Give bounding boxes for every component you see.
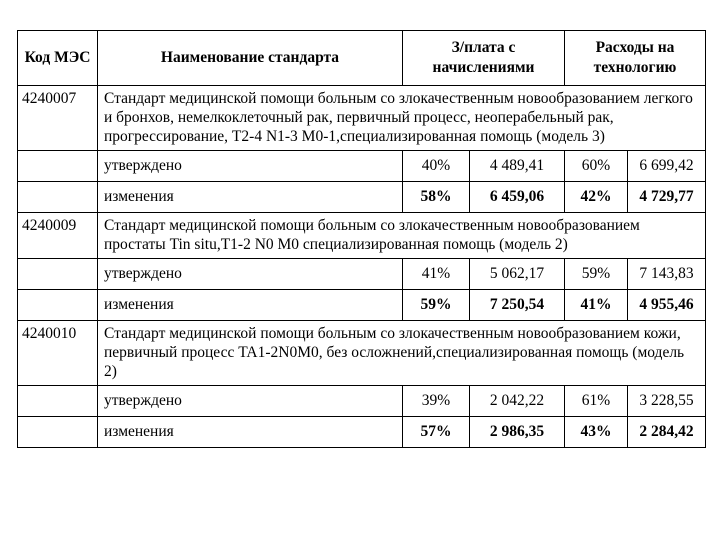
tech-pct: 42% [565,182,628,213]
salary-value: 5 062,17 [470,259,565,290]
mes-code: 4240007 [18,86,98,151]
changes-row [18,290,706,321]
changes-label: изменения [98,417,403,448]
changes-row [18,417,706,448]
standard-row [18,213,706,259]
salary-value: 2 042,22 [470,386,565,417]
changes-label: изменения [98,290,403,321]
standard-name: Стандарт медицинской помощи больным со злокачественным новообразованием кожи, первичный процесс TA1-2N0M0, без осложнений,специализированная помощь (модель 2) [98,321,706,386]
salary-pct: 57% [403,417,470,448]
tech-value: 4 955,46 [628,290,706,321]
salary-value: 2 986,35 [470,417,565,448]
tech-value: 2 284,42 [628,417,706,448]
tech-pct: 43% [565,417,628,448]
tech-value: 6 699,42 [628,151,706,182]
header-row [18,31,706,86]
salary-value: 6 459,06 [470,182,565,213]
salary-value: 4 489,41 [470,151,565,182]
approved-row [18,259,706,290]
salary-value: 7 250,54 [470,290,565,321]
salary-pct: 58% [403,182,470,213]
tech-pct: 60% [565,151,628,182]
standard-name: Стандарт медицинской помощи больным со злокачественным новообразованием легкого и бронхов, немелкоклеточный рак, первичный процесс, неоперабельный рак, прогрессирование, T2-4 N1-3 M0-1,специализированная помощь (модель 3) [98,86,706,151]
changes-label: изменения [98,182,403,213]
tech-value: 4 729,77 [628,182,706,213]
tech-pct: 61% [565,386,628,417]
approved-label: утверждено [98,151,403,182]
tech-pct: 59% [565,259,628,290]
approved-label: утверждено [98,386,403,417]
salary-pct: 39% [403,386,470,417]
header-name: Наименование стандарта [98,31,403,86]
header-tech: Расходы на технологию [565,31,706,86]
approved-row [18,151,706,182]
mes-standards-table [17,30,706,448]
mes-code: 4240009 [18,213,98,259]
salary-pct: 59% [403,290,470,321]
standard-name: Стандарт медицинской помощи больным со злокачественным новообразованием простаты Tin situ,T1-2 N0 M0 специализированная помощь (модель 2) [98,213,706,259]
salary-pct: 41% [403,259,470,290]
tech-value: 7 143,83 [628,259,706,290]
standard-row [18,86,706,151]
header-code: Код МЭС [18,31,98,86]
tech-pct: 41% [565,290,628,321]
header-salary: З/плата с начислениями [403,31,565,86]
approved-row [18,386,706,417]
tech-value: 3 228,55 [628,386,706,417]
standard-row [18,321,706,386]
mes-code: 4240010 [18,321,98,386]
changes-row [18,182,706,213]
approved-label: утверждено [98,259,403,290]
salary-pct: 40% [403,151,470,182]
